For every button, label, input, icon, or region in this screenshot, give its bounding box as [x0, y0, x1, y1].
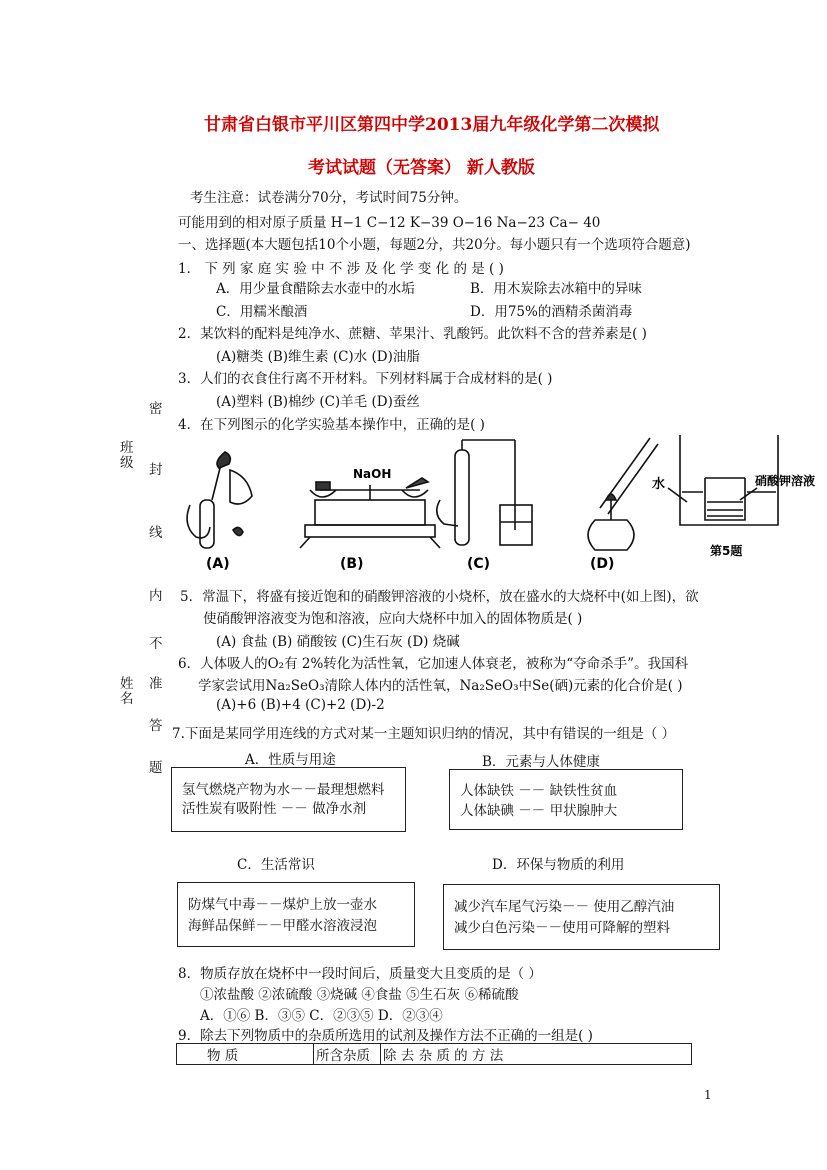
q7-box-b [449, 769, 683, 830]
q7-b-title: B．元素与人体健康 [482, 754, 600, 770]
page-number: 1 [704, 1088, 712, 1102]
name-label-2: 名 [120, 691, 134, 707]
q8-options: A．①⑥ B．③⑤ C．②③⑤ D．②③④ [200, 1008, 443, 1024]
name-label-1: 姓 [120, 676, 134, 692]
q7-c-line-1: 防煤气中毒－－煤炉上放一壶水 [188, 897, 377, 913]
q1-option-c: C．用糯米酿酒 [216, 304, 308, 320]
q7-box-c [177, 882, 415, 947]
q9-header-method: 除 去 杂 质 的 方 法 [381, 1044, 692, 1065]
q1-option-a: A．用少量食醋除去水壶中的水垢 [216, 281, 415, 297]
q7-b-line-1: 人体缺铁 －－ 缺铁性贫血 [460, 783, 618, 799]
seal-char-7: 答 [149, 718, 163, 734]
q7-d-line-1: 减少汽车尾气污染－－ 使用乙醇汽油 [454, 899, 675, 915]
q5-options: (A) 食盐 (B) 硝酸铵 (C)生石灰 (D) 烧碱 [216, 634, 460, 650]
q6-options: (A)+6 (B)+4 (C)+2 (D)-2 [216, 697, 385, 713]
q7-d-line-2: 减少白色污染－－使用可降解的塑料 [454, 920, 670, 936]
q9-header-impurity: 所含杂质 [314, 1044, 381, 1065]
fig-label-b: (B) [340, 556, 364, 572]
seal-char-8: 题 [149, 760, 163, 776]
figure-a-dropper [187, 452, 252, 548]
q3-options: (A)塑料 (B)棉纱 (C)羊毛 (D)蚕丝 [216, 394, 420, 410]
q9-table [176, 1043, 692, 1065]
q7-b-line-2: 人体缺碘 －－ 甲状腺肿大 [460, 803, 618, 819]
q7-a-line-2: 活性炭有吸附性 －－ 做净水剂 [182, 801, 367, 817]
seal-char-5: 不 [149, 636, 163, 652]
fig5-caption: 第5题 [710, 544, 743, 558]
q2-options: (A)糖类 (B)维生素 (C)水 (D)油脂 [216, 349, 420, 365]
q7-d-title: D．环保与物质的利用 [492, 857, 625, 873]
q6-line-2: 学家尝试用Na₂SeO₃清除人体内的活性氧，Na₂SeO₃中Se(硒)元素的化合价是( ) [198, 678, 683, 694]
q5-line-2: 使硝酸钾溶液变为饱和溶液，应向大烧杯中加入的固体物质是( ) [203, 611, 583, 627]
q7-a-line-1: 氢气燃烧产物为水－－最理想燃料 [182, 782, 385, 798]
figure-d-lamp [588, 438, 658, 550]
q1-stem: 1． 下 列 家 庭 实 验 中 不 涉 及 化 学 变 化 的 是 ( ) [178, 261, 504, 277]
q3-stem: 3．人们的衣食住行离不开材料。下列材料属于合成材料的是( ) [178, 371, 553, 387]
seal-char-2: 封 [149, 462, 163, 478]
q2-stem: 2．某饮料的配料是纯净水、蔗糖、苹果汁、乳酸钙。此饮料不含的营养素是( ) [178, 326, 647, 342]
q7-box-d [443, 884, 720, 950]
naoh-label: NaOH [353, 467, 392, 481]
fig-label-d: (D) [590, 556, 615, 572]
q8-stem: 8．物质存放在烧杯中一段时间后，质量变大且变质的是（ ） [178, 966, 542, 982]
class-label-2: 级 [120, 455, 134, 471]
figure-b-balance [300, 478, 440, 548]
q6-line-1: 6．人体吸人的O₂有 2%转化为活性氧，它加速人体衰老，被称为“夺命杀手”。我国科 [178, 656, 689, 672]
seal-char-3: 线 [149, 525, 163, 541]
class-label-1: 班 [120, 440, 134, 456]
title-line-2: 考试试题（无答案） 新人教版 [308, 158, 535, 178]
q9-header-substance: 物 质 [177, 1044, 314, 1065]
q7-c-title: C．生活常识 [237, 857, 315, 873]
seal-char-4: 内 [149, 588, 163, 604]
q8-items: ①浓盐酸 ②浓硫酸 ③烧碱 ④食盐 ⑤生石灰 ⑥稀硫酸 [200, 987, 519, 1003]
seal-char-6: 准 [149, 676, 163, 692]
title-line-1: 甘肃省白银市平川区第四中学2013届九年级化学第二次模拟 [204, 115, 660, 135]
q1-option-d: D．用75%的酒精杀菌消毒 [470, 304, 633, 320]
q7-box-a [171, 767, 406, 832]
atomic-mass-line: 可能用到的相对原子质量 H−1 C−12 K−39 O−16 Na−23 Ca− 40 [178, 215, 601, 231]
q7-c-line-2: 海鲜品保鲜－－甲醛水溶液浸泡 [188, 918, 377, 934]
q7-stem: 7.下面是某同学用连线的方式对某一主题知识归纳的情况，其中有错误的一组是（ ） [172, 726, 676, 742]
q1-option-b: B．用木炭除去冰箱中的异味 [470, 281, 642, 297]
q4-stem: 4．在下列图示的化学实验基本操作中，正确的是( ) [178, 417, 485, 433]
table-row [177, 1044, 692, 1065]
q9-stem: 9．除去下列物质中的杂质所选用的试剂及操作方法不正确的一组是( ) [178, 1028, 593, 1044]
fig5-solution-label: 硝酸钾溶液 [755, 474, 816, 488]
section-heading: 一、选择题(本大题包括10个小题，每题2分，共20分。每小题只有一个选项符合题意) [178, 237, 691, 253]
q4-apparatus-figure [170, 430, 820, 575]
fig-label-a: (A) [206, 556, 230, 572]
fig-label-c: (C) [467, 556, 491, 572]
seal-char-1: 密 [149, 401, 163, 417]
q5-line-1: 5．常温下，将盛有接近饱和的硝酸钾溶液的小烧杯，放在盛水的大烧杯中(如上图)，欲 [180, 589, 699, 605]
figure-c-gas-setup [437, 440, 532, 545]
exam-notice: 考生注意：试卷满分70分，考试时间75分钟。 [190, 190, 468, 206]
fig5-water-label: 水 [652, 477, 666, 492]
q7-a-title: A．性质与用途 [245, 752, 336, 768]
